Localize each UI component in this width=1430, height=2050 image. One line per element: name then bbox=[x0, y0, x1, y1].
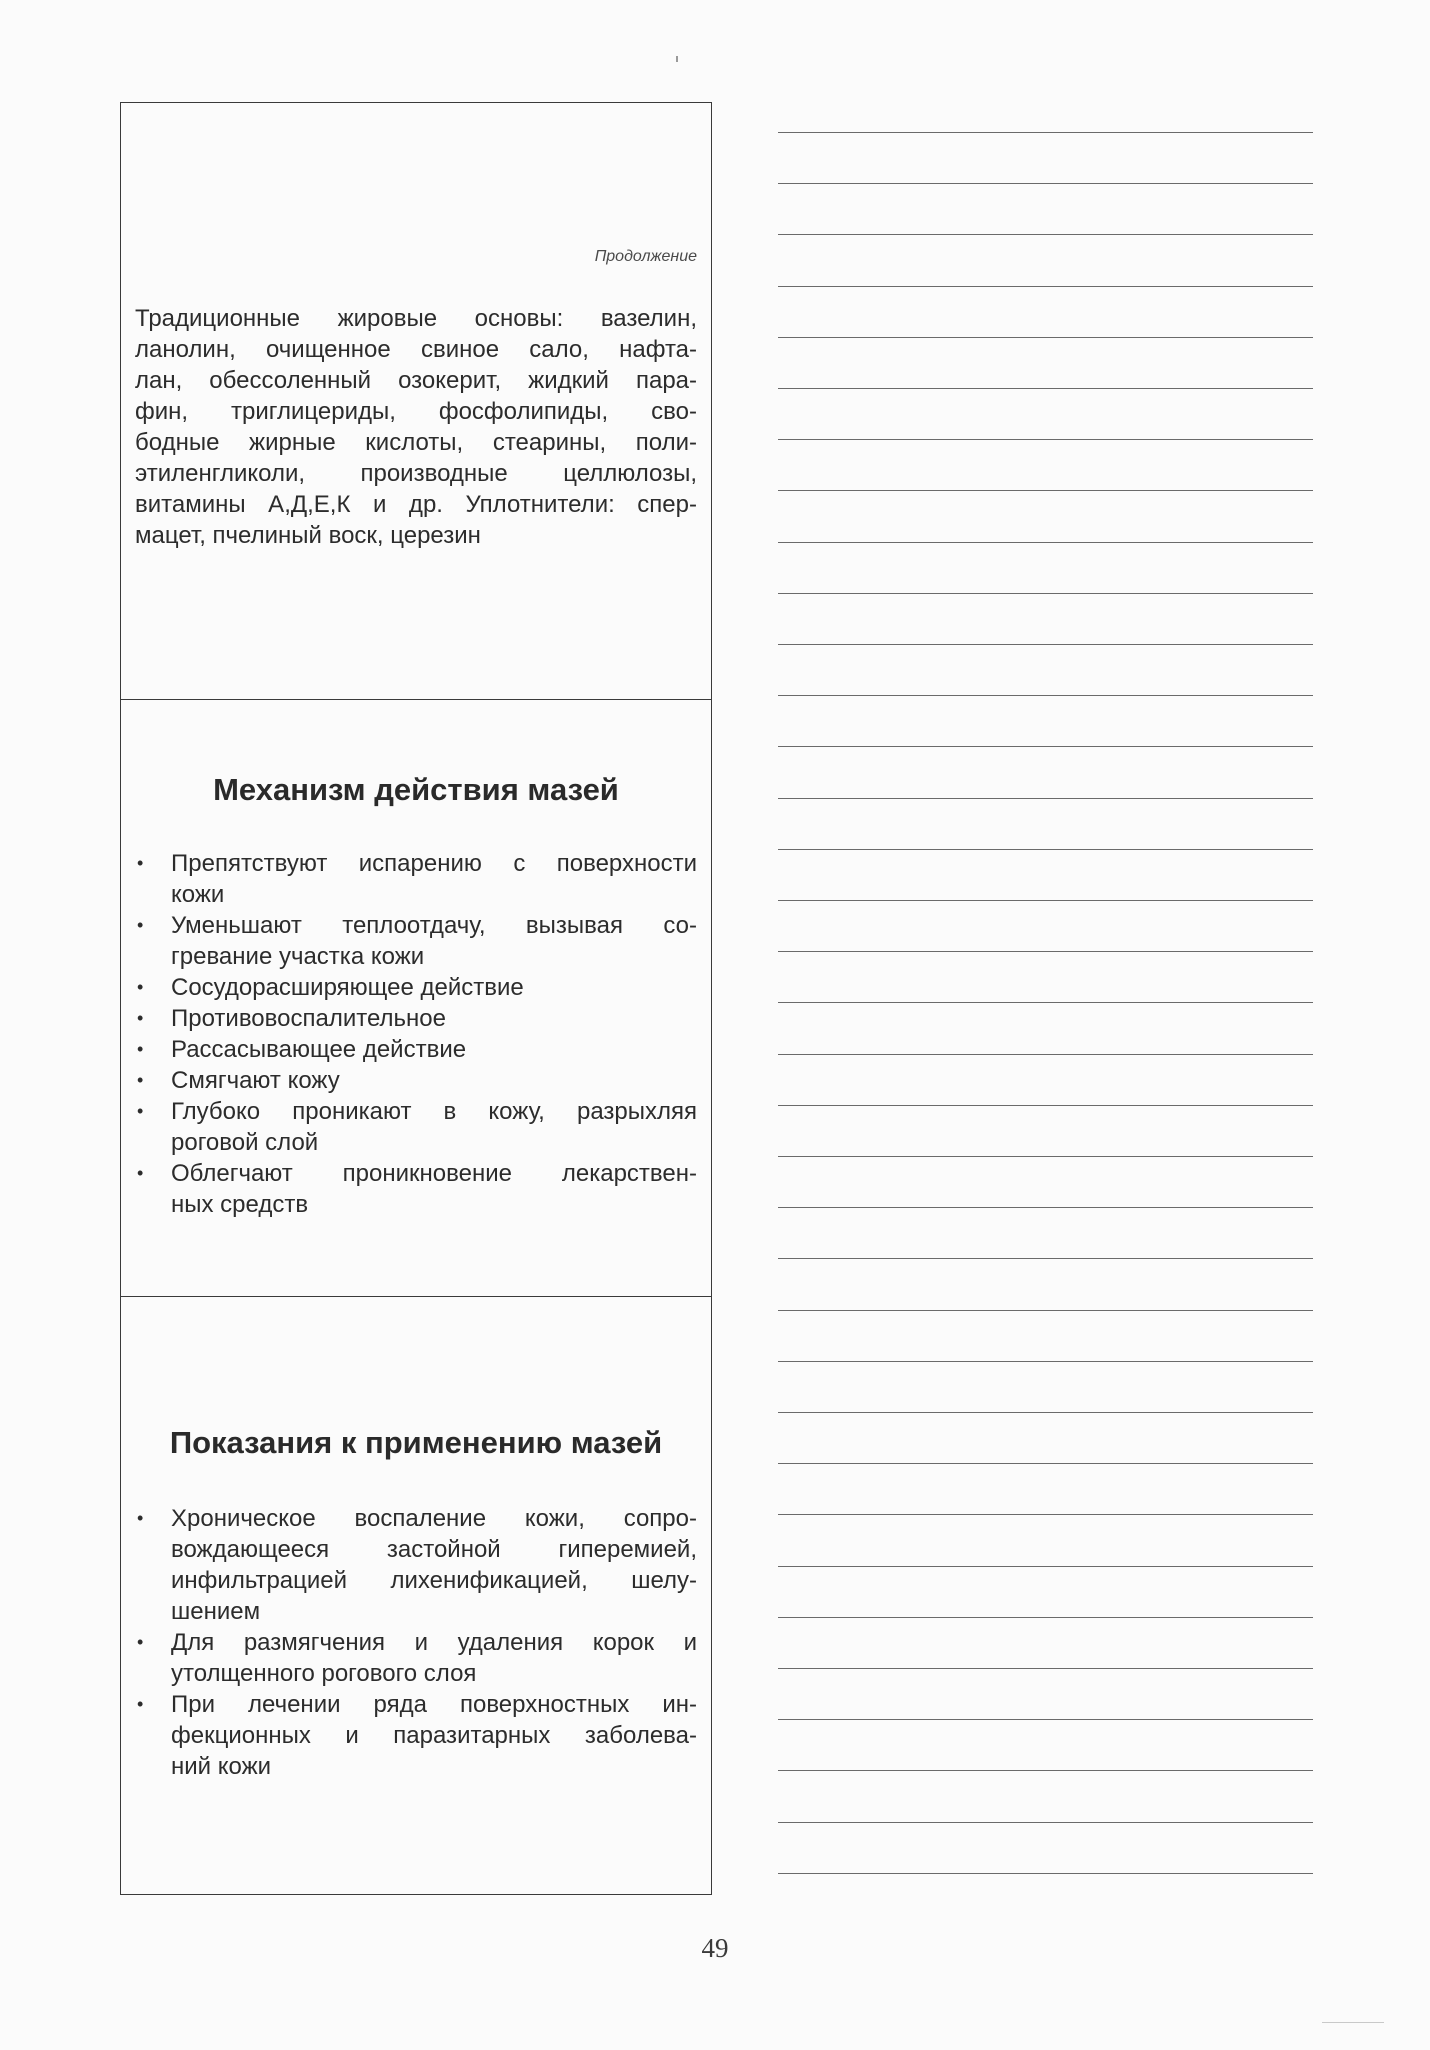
ruled-line bbox=[778, 1873, 1313, 1874]
ruled-line bbox=[778, 1361, 1313, 1362]
ruled-line bbox=[778, 1617, 1313, 1618]
section-mechanism bbox=[121, 700, 711, 1297]
ruled-line bbox=[778, 1002, 1313, 1003]
bullet-icon: • bbox=[137, 1008, 144, 1028]
bullet-icon: • bbox=[137, 1694, 144, 1714]
bullet-icon: • bbox=[137, 1632, 144, 1652]
list-item-line: Глубоко проникают в кожу, разрыхляя bbox=[171, 1098, 697, 1125]
list-item-line: инфильтрацией лихенификацией, шелу- bbox=[171, 1567, 697, 1594]
ruled-line bbox=[778, 439, 1313, 440]
content-frame bbox=[120, 102, 712, 1895]
paragraph-line: мацет, пчелиный воск, церезин bbox=[135, 522, 481, 549]
ruled-line bbox=[778, 849, 1313, 850]
list-item bbox=[135, 848, 697, 910]
list-item-line: утолщенного рогового слоя bbox=[171, 1660, 477, 1687]
ruled-line bbox=[778, 1207, 1313, 1208]
list-item-line: Облегчают проникновение лекарствен- bbox=[171, 1160, 697, 1187]
ruled-line bbox=[778, 183, 1313, 184]
ruled-line bbox=[778, 1412, 1313, 1413]
list-item bbox=[135, 1158, 697, 1220]
ruled-line bbox=[778, 951, 1313, 952]
ruled-line bbox=[778, 542, 1313, 543]
bullet-icon: • bbox=[137, 1101, 144, 1121]
ruled-line bbox=[778, 234, 1313, 235]
ruled-line bbox=[778, 1770, 1313, 1771]
continuation-label: Продолжение bbox=[594, 248, 697, 265]
scan-speck bbox=[676, 56, 678, 62]
ruled-line bbox=[778, 644, 1313, 645]
list-item bbox=[135, 1096, 697, 1158]
paragraph-line: ланолин, очищенное свиное сало, нафта- bbox=[135, 336, 697, 363]
ruled-line bbox=[778, 1054, 1313, 1055]
bullet-icon: • bbox=[137, 853, 144, 873]
list-item-line: Для размягчения и удаления корок и bbox=[171, 1629, 697, 1656]
ruled-line bbox=[778, 695, 1313, 696]
ruled-line bbox=[778, 798, 1313, 799]
list-item bbox=[135, 1034, 697, 1065]
bullet-icon: • bbox=[137, 977, 144, 997]
ruled-line bbox=[778, 490, 1313, 491]
ruled-line bbox=[778, 286, 1313, 287]
paragraph-line: витамины А,Д,Е,К и др. Уплотнители: спер- bbox=[135, 491, 697, 518]
section-title-indications: Показания к применению мазей bbox=[169, 1425, 663, 1460]
ruled-line bbox=[778, 1566, 1313, 1567]
list-item-line: Рассасывающее действие bbox=[171, 1036, 467, 1063]
list-item-line: кожи bbox=[171, 881, 225, 908]
bullet-icon: • bbox=[137, 1508, 144, 1528]
section-ointment-bases bbox=[121, 103, 711, 700]
ruled-line bbox=[778, 1310, 1313, 1311]
list-item-line: Уменьшают теплоотдачу, вызывая со- bbox=[171, 912, 697, 939]
ruled-line bbox=[778, 1258, 1313, 1259]
scan-mark bbox=[1322, 2022, 1384, 2023]
ruled-line bbox=[778, 388, 1313, 389]
list-item bbox=[135, 1627, 697, 1689]
list-item-line: Смягчают кожу bbox=[171, 1067, 340, 1094]
ruled-line bbox=[778, 1668, 1313, 1669]
list-item-line: вождающееся застойной гиперемией, bbox=[171, 1536, 697, 1563]
notes-ruled-area bbox=[778, 0, 1313, 1900]
ruled-line bbox=[778, 337, 1313, 338]
list-item-line: ний кожи bbox=[171, 1753, 272, 1780]
mechanism-list bbox=[135, 848, 697, 1220]
list-item bbox=[135, 1003, 697, 1034]
paragraph-line: бодные жирные кислоты, стеарины, поли- bbox=[135, 429, 697, 456]
paragraph-line: этиленгликоли, производные целлюлозы, bbox=[135, 460, 697, 487]
list-item-line: шением bbox=[171, 1598, 261, 1625]
list-item-line: ных средств bbox=[171, 1191, 309, 1218]
paragraph-line: Традиционные жировые основы: вазелин, bbox=[135, 305, 697, 332]
list-item-line: При лечении ряда поверхностных ин- bbox=[171, 1691, 697, 1718]
ruled-line bbox=[778, 746, 1313, 747]
paragraph-line: лан, обессоленный озокерит, жидкий пара- bbox=[135, 367, 697, 394]
list-item bbox=[135, 972, 697, 1003]
ruled-line bbox=[778, 1156, 1313, 1157]
list-item-line: Препятствуют испарению с поверхности bbox=[171, 850, 697, 877]
ruled-line bbox=[778, 1822, 1313, 1823]
list-item-line: Хроническое воспаление кожи, сопро- bbox=[171, 1505, 697, 1532]
ruled-line bbox=[778, 1463, 1313, 1464]
bullet-icon: • bbox=[137, 1039, 144, 1059]
ruled-line bbox=[778, 593, 1313, 594]
ruled-line bbox=[778, 900, 1313, 901]
indications-list bbox=[135, 1503, 697, 1782]
list-item bbox=[135, 1689, 697, 1782]
list-item bbox=[135, 1065, 697, 1096]
list-item bbox=[135, 1503, 697, 1627]
bullet-icon: • bbox=[137, 1163, 144, 1183]
ruled-line bbox=[778, 132, 1313, 133]
list-item-line: Противовоспалительное bbox=[171, 1005, 446, 1032]
page-number: 49 bbox=[701, 1933, 729, 1963]
section-title-mechanism: Механизм действия мазей bbox=[213, 772, 619, 807]
list-item-line: гревание участка кожи bbox=[171, 943, 425, 970]
list-item-line: роговой слой bbox=[171, 1129, 319, 1156]
list-item-line: Сосудорасширяющее действие bbox=[171, 974, 524, 1001]
list-item-line: фекционных и паразитарных заболева- bbox=[171, 1722, 697, 1749]
ruled-line bbox=[778, 1514, 1313, 1515]
ruled-line bbox=[778, 1719, 1313, 1720]
section-indications bbox=[121, 1297, 711, 1894]
ruled-line bbox=[778, 1105, 1313, 1106]
bases-paragraph bbox=[135, 303, 697, 551]
bullet-icon: • bbox=[137, 1070, 144, 1090]
list-item bbox=[135, 910, 697, 972]
paragraph-line: фин, триглицериды, фосфолипиды, сво- bbox=[135, 398, 697, 425]
bullet-icon: • bbox=[137, 915, 144, 935]
